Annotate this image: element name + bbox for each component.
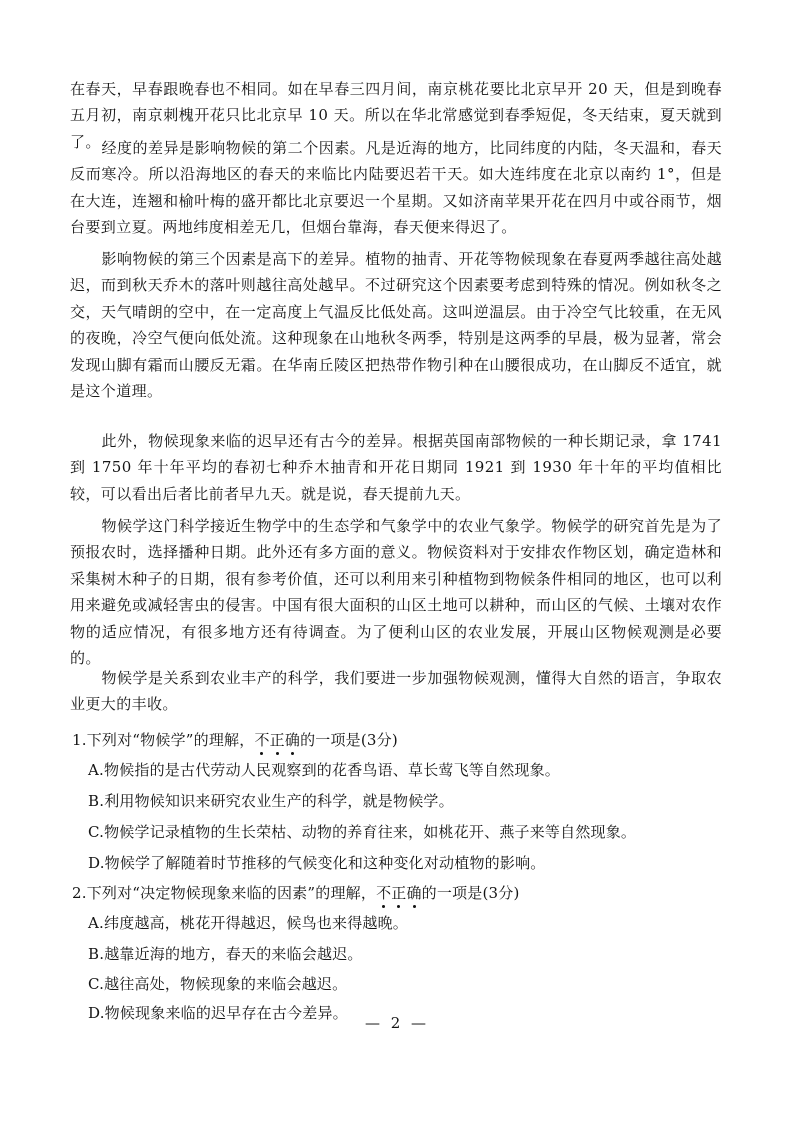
- question-2-stem: [72, 883, 520, 903]
- emphasis-dot: [276, 752, 279, 755]
- question-2-option-a[interactable]: A.纬度越高，桃花开得越迟，候鸟也来得越晚。: [88, 914, 409, 932]
- passage-paragraph-6: 物候学是关系到农业丰产的科学，我们要进一步加强物候观测，懂得大自然的语言，争取农业更大的丰收。: [70, 669, 722, 714]
- question-1-stem-text: 1.下列对“物候学”的理解，: [72, 731, 255, 749]
- question-1-option-c[interactable]: C.物候学记录植物的生长荣枯、动物的养育往来，如桃花开、燕子来等自然现象。: [88, 823, 637, 841]
- emphasis-dot: [382, 905, 385, 908]
- question-2-emphasis-text: 不正确: [376, 884, 422, 902]
- question-1-stem: [72, 730, 398, 750]
- emphasis-dot: [291, 752, 294, 755]
- passage-paragraph-2: 经度的差异是影响物候的第二个因素。凡是近海的地方，比同纬度的内陆，冬天温和，春天反而寒冷。所以沿海地区的春天的来临比内陆要迟若干天。如大连纬度在北京以南约 1°，但是在大连，连翘和榆叶梅的盛开都比北京要迟一个星期。又如济南苹果开花在四月中或谷雨节，烟台要到立夏。两地纬度相差无几，但烟台靠海，春天便来得迟了。: [70, 139, 722, 237]
- question-2-option-b[interactable]: B.越靠近海的地方，春天的来临会越迟。: [88, 945, 363, 963]
- question-2-option-d[interactable]: D.物候现象来临的迟早存在古今差异。: [88, 1004, 348, 1022]
- passage-paragraph-4: 此外，物候现象来临的迟早还有古今的差异。根据英国南部物候的一种长期记录，拿 1741 到 1750 年十年平均的春初七种乔木抽青和开花日期同 1921 到 1930 年十年的平均值相比较，可以看出后者比前者早九天。就是说，春天提前九天。: [70, 432, 722, 503]
- question-2-stem-text: 2.下列对“决定物候现象来临的因素”的理解，: [72, 884, 377, 902]
- emphasis-dot: [260, 752, 263, 755]
- question-2-option-c[interactable]: C.越往高处，物候现象的来临会越迟。: [88, 975, 348, 993]
- passage-paragraph-3: 影响物候的第三个因素是高下的差异。植物的抽青、开花等物候现象在春夏两季越往高处越迟，而到秋天乔木的落叶则越往高处越早。不过研究这个因素要考虑到特殊的情况。例如秋冬之交，天气晴朗的空中，在一定高度上气温反比低处高。这叫逆温层。由于冷空气比较重，在无风的夜晚，冷空气便向低处流。这种现象在山地秋冬两季，特别是这两季的早晨，极为显著，常会发现山脚有霜而山腰反无霜。在华南丘陵区把热带作物引种在山腰很成功，在山脚反不适宜，就是这个道理。: [70, 250, 722, 401]
- question-1-option-b[interactable]: B.利用物候知识来研究农业生产的科学，就是物候学。: [88, 792, 454, 810]
- emphasis-dot: [413, 905, 416, 908]
- question-1-score: 的一项是(3分): [300, 731, 398, 749]
- passage-paragraph-1: 在春天，早春跟晚春也不相同。如在早春三四月间，南京桃花要比北京早开 20 天，但是到晚春五月初，南京刺槐开花只比北京早 10 天。所以在华北常感觉到春季短促，冬天结束，夏天就到了。: [70, 80, 722, 151]
- question-2-emphasis: [376, 884, 422, 902]
- page-number: — 2 —: [364, 1014, 430, 1032]
- question-1-emphasis: [254, 731, 300, 749]
- passage-paragraph-5: 物候学这门科学接近生物学中的生态学和气象学中的农业气象学。物候学的研究首先是为了预报农时，选择播种日期。此外还有多方面的意义。物候资料对于安排农作物区划，确定造林和采集树木种子的日期，很有参考价值，还可以利用来引种植物到物候条件相同的地区，也可以利用来避免或减轻害虫的侵害。中国有很大面积的山区土地可以耕种，而山区的气候、土壤对农作物的适应情况，有很多地方还有待调查。为了便利山区的农业发展，开展山区物候观测是必要的。: [70, 517, 722, 668]
- emphasis-dot: [397, 905, 400, 908]
- question-2-score: 的一项是(3分): [421, 884, 520, 902]
- question-1-option-a[interactable]: A.物候指的是古代劳动人民观察到的花香鸟语、草长莺飞等自然现象。: [88, 761, 561, 779]
- question-1-emphasis-text: 不正确: [254, 731, 301, 749]
- question-1-option-d[interactable]: D.物候学了解随着时节推移的气候变化和这种变化对动植物的影响。: [88, 854, 546, 872]
